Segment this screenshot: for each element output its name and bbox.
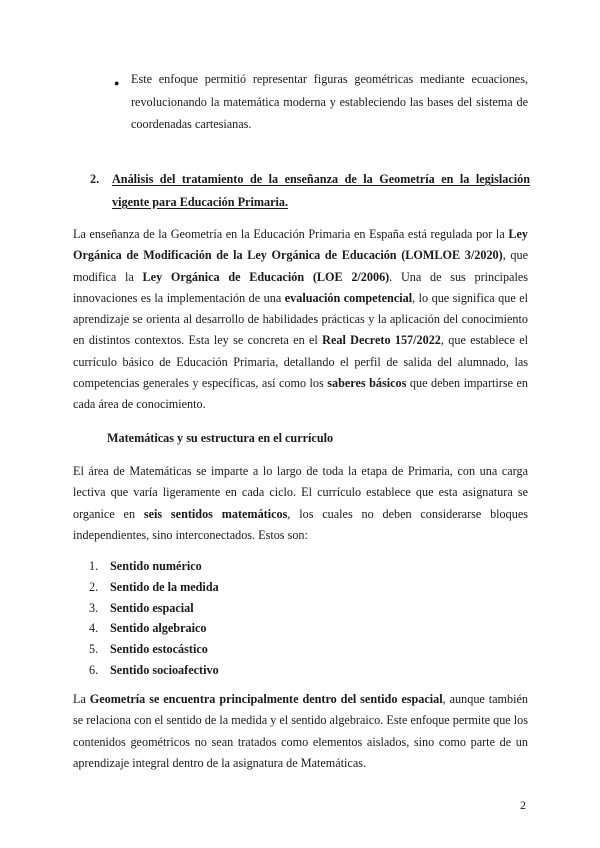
page-number: 2 xyxy=(520,798,526,812)
subheading: Matemáticas y su estructura en el currículo xyxy=(107,431,334,445)
section-title: Análisis del tratamiento de la enseñanza de la Geometría en la legislación vigente para Educación Primaria. xyxy=(112,172,530,209)
term-seis-sentidos: seis sentidos matemáticos xyxy=(143,506,288,521)
document-page: ● Este enfoque permitió representar figuras geométricas mediante ecuaciones, revolucionando la matemática moderna y estableciendo las bases del sistema de coordenadas cartesianas. 2. Análisis del tratamiento de la enseñanza de la Geometría en la legislación vigente para Educación Primaria. La enseñanza de la Geometría en la Educación Primaria en España está regulada por la Ley Orgánica de Modificación de la Ley Orgánica de Educación (LOMLOE 3/2020), que modifica la Ley Orgánica de Educación (LOE 2/2006). Una de sus principales innovaciones es la implementación de una evaluación competencial, lo que significa que el aprendizaje se orienta al desarrollo de habilidades prácticas y la aplicación del conocimiento en distintos contextos. Esta ley se concreta en el Real Decreto 157/2022, que establece el currículo básico de Educación Primaria, detallando el perfil de salida del alumnado, las competencias generales y específicas, así como los saberes básicos que deben impartirse en cada área de conocimiento. Matemáticas y su estructura en el currículo El área de Matemáticas se imparte a lo largo de toda la etapa de Primaria, con una carga lectiva que varía ligeramente en cada ciclo. El currículo establece que esta asignatura se organice en seis sentidos matemáticos, los cuales no deben considerarse bloques independientes, sino interconectados. Estos son: 1. Sentido numérico 2. Sentido de la medida 3. Sentido espacial 4. Sentido algebraico 5. Sentido estocástico 6. Sentido socioafectivo La Geometría se encuentra principalmente dentro del sentido espacial, aunque también se relaciona con el sentido de la medida y el sentido algebraico. Este enfoque permite que los contenidos geométricos no sean tratados como elementos aislados, sino como parte de un aprendizaje integral dentro de la asignatura de Matemáticas. 2 xyxy=(0,0,600,848)
section-number: 2. xyxy=(90,172,100,186)
paragraph-geometry: La Geometría se encuentra principalmente dentro del sentido espacial, aunque también se relaciona con el sentido de la medida y el sentido algebraico. Este enfoque permite que los contenidos geométricos no sean tratados como elementos aislados, sino como parte de un aprendizaje integral dentro de la asignatura de Matemáticas. xyxy=(73,692,528,770)
law-real-decreto: Real Decreto 157/2022 xyxy=(322,333,441,348)
term-saberes-basicos: saberes básicos xyxy=(327,376,407,391)
law-loe: Ley Orgánica de Educación (LOE 2/2006) xyxy=(142,269,390,284)
section-heading xyxy=(90,168,530,214)
paragraph-legislation: La enseñanza de la Geometría en la Educación Primaria en España está regulada por la Ley Orgánica de Modificación de la Ley Orgánica de Educación (LOMLOE 3/2020), que modifica la Ley Orgánica de Educación (LOE 2/2006). Una de sus principales innovaciones es la implementación de una evaluación competencial, lo que significa que el aprendizaje se orienta al desarrollo de habilidades prácticas y la aplicación del conocimiento en distintos contextos. Esta ley se concreta en el Real Decreto 157/2022, que establece el currículo básico de Educación Primaria, detallando el perfil de salida del alumnado, las competencias generales y específicas, así como los saberes básicos que deben impartirse en cada área de conocimiento. xyxy=(73,227,529,412)
term-evaluacion-competencial: evaluación competencial xyxy=(284,290,413,305)
bullet-paragraph: Este enfoque permitió representar figuras geométricas mediante ecuaciones, revolucionando la matemática moderna y estableciendo las bases del sistema de coordenadas cartesianas. xyxy=(131,72,528,131)
paragraph-math-area: El área de Matemáticas se imparte a lo largo de toda la etapa de Primaria, con una carga lectiva que varía ligeramente en cada ciclo. El currículo establece que esta asignatura se organice en seis sentidos matemáticos, los cuales no deben considerarse bloques independientes, sino interconectados. Estos son: xyxy=(73,464,528,542)
term-geometria-sentido-espacial: Geometría se encuentra principalmente dentro del sentido espacial xyxy=(89,692,443,706)
bullet-dot-icon: ● xyxy=(114,78,120,88)
law-lomloe: Ley Orgánica de Modificación de la Ley Orgánica de Educación (LOMLOE 3/2020) xyxy=(73,227,528,263)
